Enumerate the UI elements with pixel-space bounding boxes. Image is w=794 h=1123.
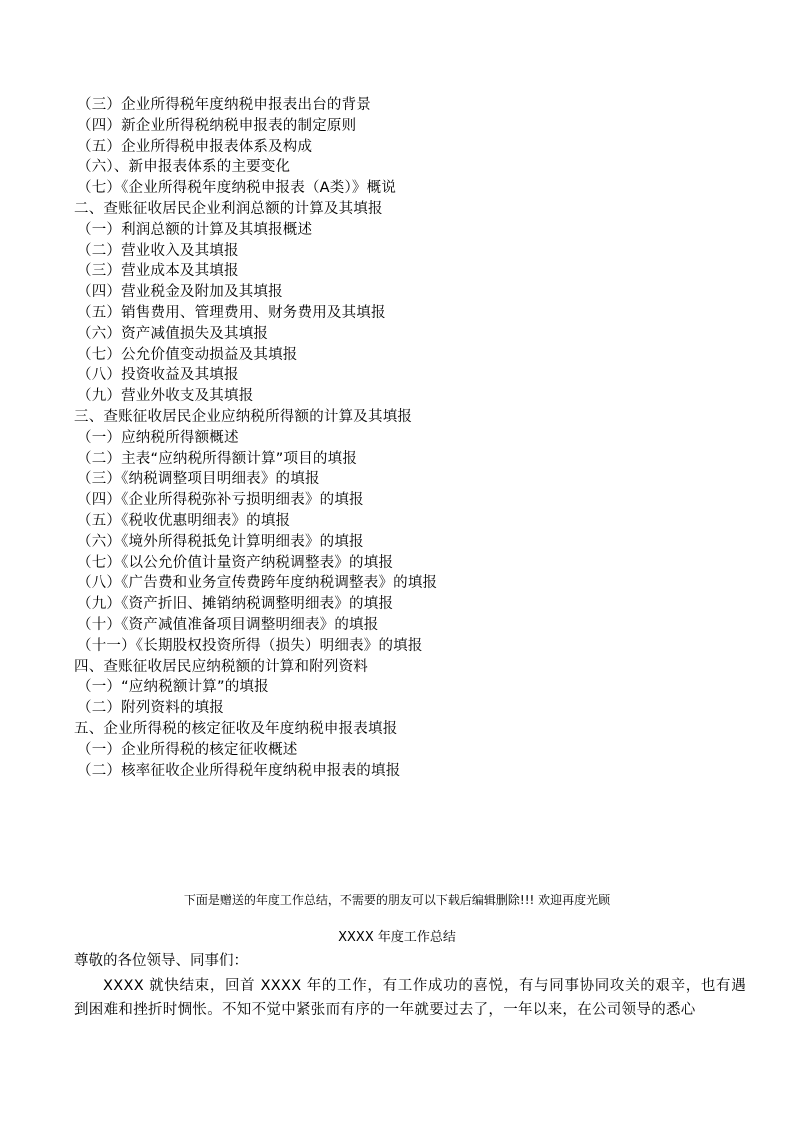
toc-item: （十）《资产减值准备项目调整明细表》的填报 <box>77 616 379 633</box>
toc-item: （四）营业税金及附加及其填报 <box>77 284 283 301</box>
toc-section-heading: 四、查账征收居民应纳税额的计算和附列资料 <box>74 658 368 675</box>
toc-item: （三）营业成本及其填报 <box>77 263 239 280</box>
toc-item: （六）《境外所得税抵免计算明细表》的填报 <box>77 533 364 550</box>
toc-item: （二）主表“应纳税所得额计算”项目的填报 <box>77 450 358 467</box>
salutation: 尊敬的各位领导、同事们： <box>74 953 248 969</box>
toc-item: （六）资产减值损失及其填报 <box>77 325 269 342</box>
toc-item: （八）《广告费和业务宣传费跨年度纳税调整表》的填报 <box>77 575 438 592</box>
toc-section-heading: 三、查账征收居民企业应纳税所得额的计算及其填报 <box>74 408 413 425</box>
toc-item: （八）投资收益及其填报 <box>77 367 239 384</box>
gift-note: 下面是赠送的年度工作总结，不需要的朋友可以下载后编辑删除!!! 欢迎再度光顾 <box>183 893 611 907</box>
toc-section-heading: 五、企业所得税的核定征收及年度纳税申报表填报 <box>74 720 398 737</box>
table-of-contents <box>74 95 437 781</box>
toc-item: （七）《以公允价值计量资产纳税调整表》的填报 <box>77 554 394 571</box>
toc-item: （九）《资产折旧、摊销纳税调整明细表》的填报 <box>77 596 394 613</box>
toc-item: （五）销售费用、管理费用、财务费用及其填报 <box>77 304 386 321</box>
toc-item: （十一）《长期股权投资所得（损失）明细表》的填报 <box>77 637 423 654</box>
toc-item: （二）营业收入及其填报 <box>77 242 239 259</box>
body-paragraph: XXXX 就快结束，回首 XXXX 年的工作，有工作成功的喜悦，有与同事协同攻关的艰辛，也有遇到困难和挫折时惆怅。不知不觉中紧张而有序的一年就要过去了，一年以来，在公司领导的悉心 <box>74 978 746 1018</box>
toc-item: （五）《税收优惠明细表》的填报 <box>77 512 291 529</box>
report-title: XXXX 年度工作总结 <box>338 930 456 945</box>
toc-item: （四）新企业所得税纳税申报表的制定原则 <box>77 117 357 134</box>
toc-item: （一）“应纳税额计算”的填报 <box>77 679 269 696</box>
toc-item: （一）利润总额的计算及其填报概述 <box>77 221 313 238</box>
toc-item: （七）《企业所得税年度纳税申报表（A类）》概说 <box>77 180 397 197</box>
toc-item: （七）公允价值变动损益及其填报 <box>77 346 298 363</box>
toc-item: （五）企业所得税申报表体系及构成 <box>77 138 313 155</box>
toc-item: （四）《企业所得税弥补亏损明细表》的填报 <box>77 492 364 509</box>
toc-item: （三）《纳税调整项目明细表》的填报 <box>77 471 320 488</box>
toc-section-heading: 二、查账征收居民企业利润总额的计算及其填报 <box>74 200 383 217</box>
toc-item: （二）核率征收企业所得税年度纳税申报表的填报 <box>77 762 401 779</box>
toc-item: （九）营业外收支及其填报 <box>77 388 254 405</box>
toc-item: （三）企业所得税年度纳税申报表出台的背景 <box>77 97 371 113</box>
toc-item: （二）附列资料的填报 <box>77 700 224 717</box>
toc-item: （六）、新申报表体系的主要变化 <box>77 159 291 176</box>
toc-item: （一）企业所得税的核定征收概述 <box>77 741 298 758</box>
toc-item: （一）应纳税所得额概述 <box>77 429 239 446</box>
